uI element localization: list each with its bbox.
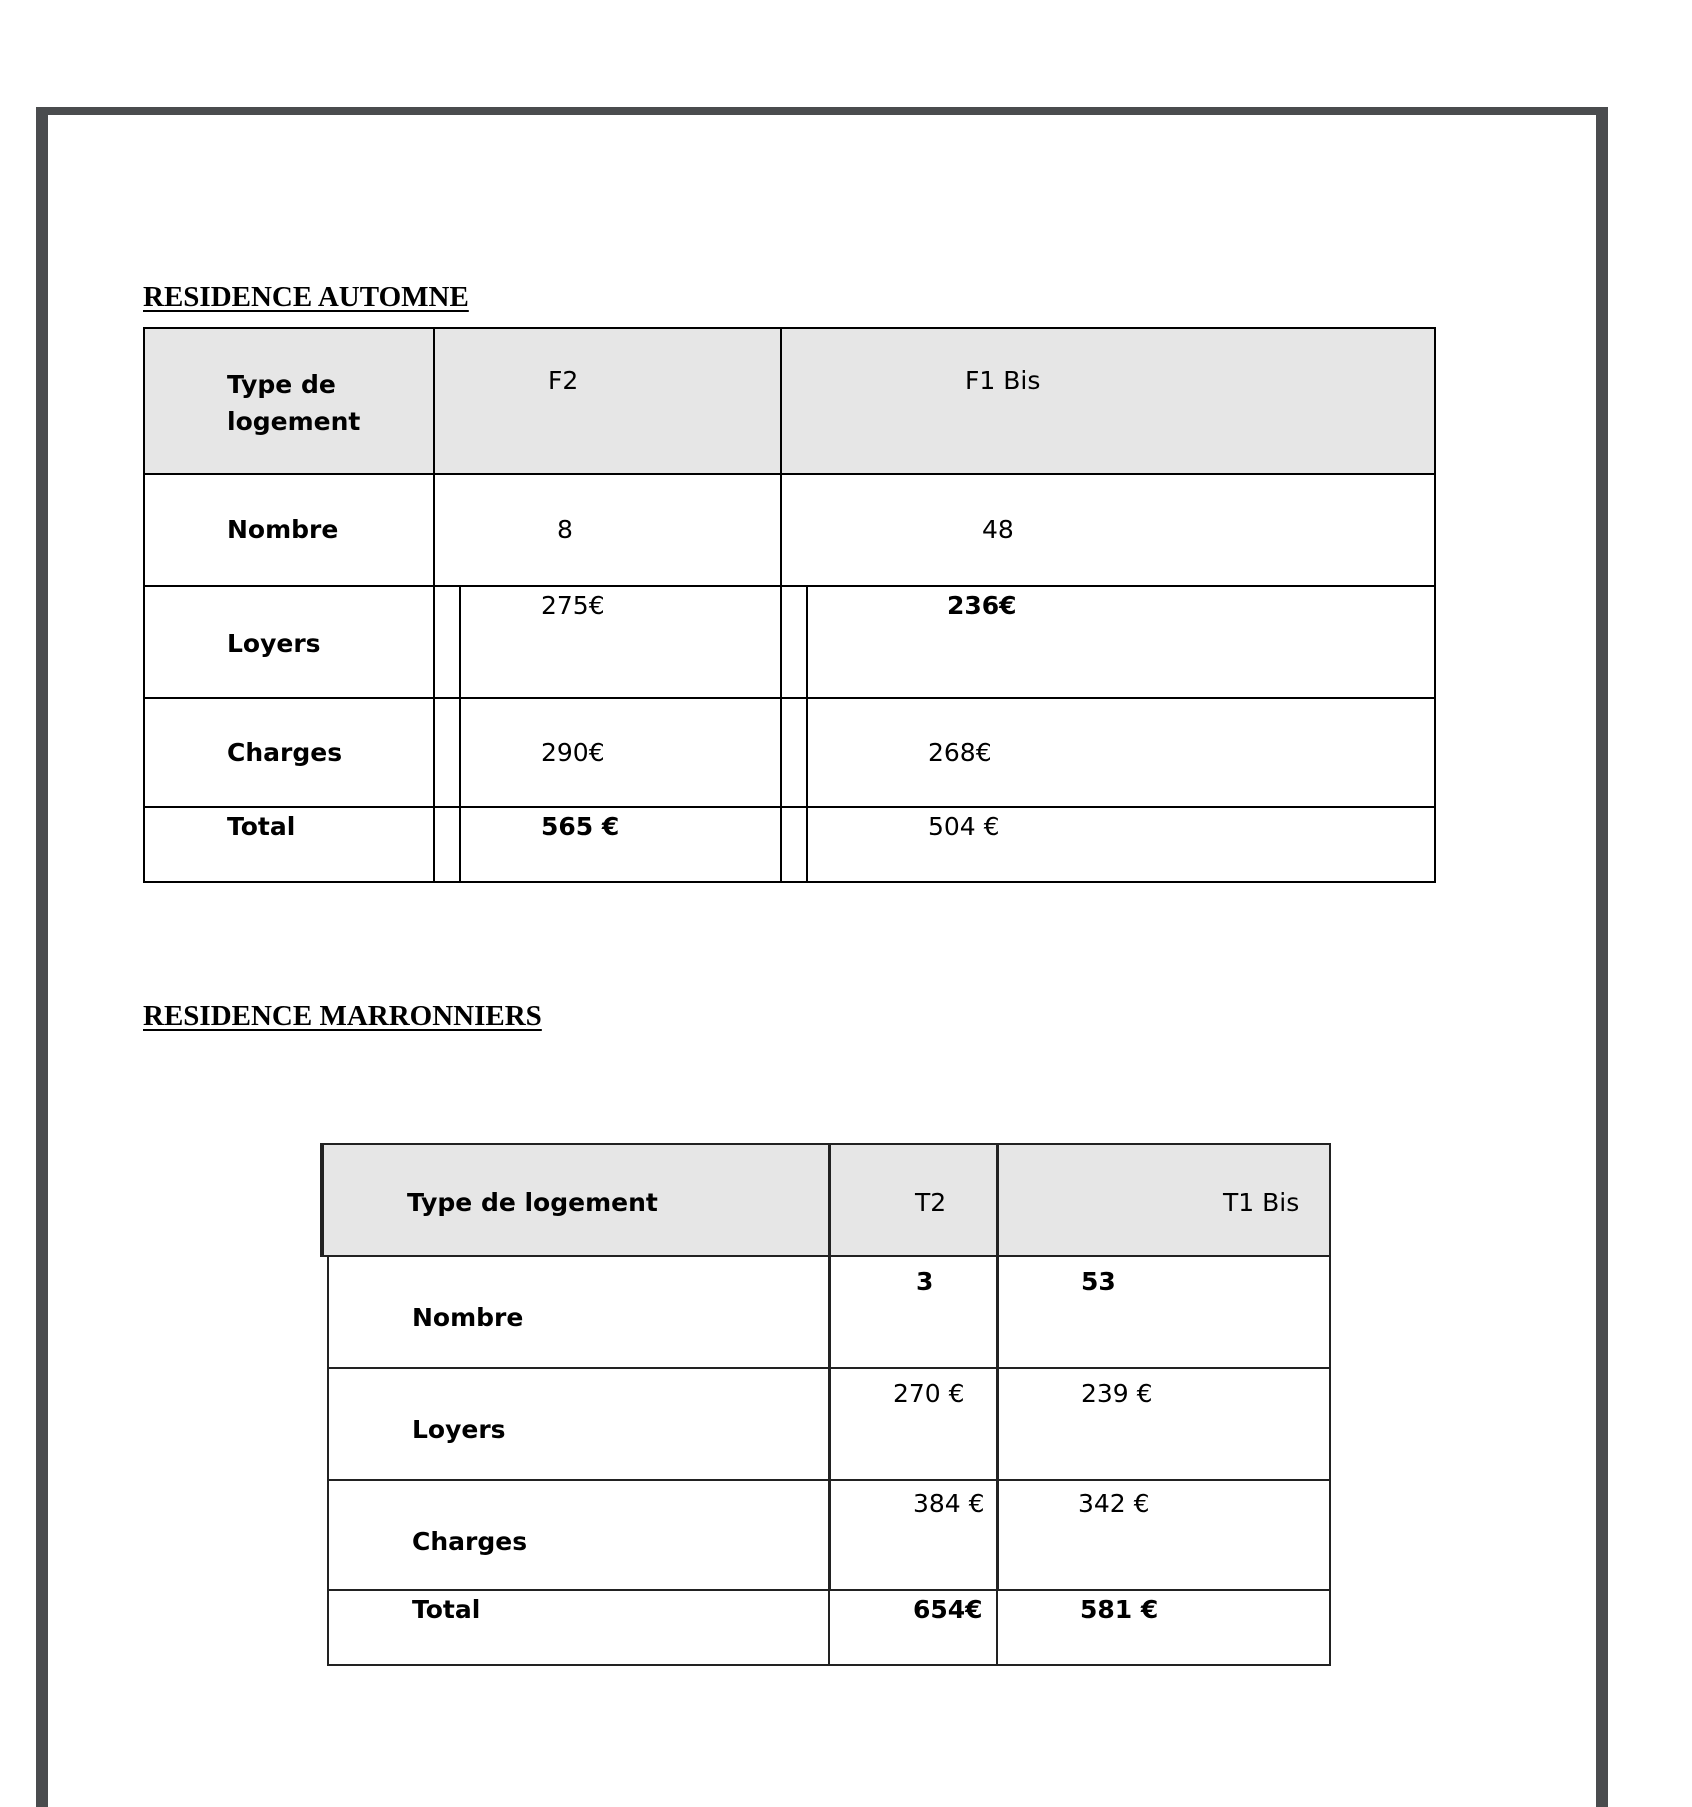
automne-loyers-f2-cell — [433, 585, 782, 699]
marronniers-loyers-t1bis: 239 € — [1081, 1379, 1153, 1408]
marronniers-nombre-t2: 3 — [916, 1267, 934, 1296]
marronniers-header-label: Type de logement — [407, 1188, 658, 1217]
automne-charges-f2-cell — [433, 697, 782, 808]
automne-charges-f1bis: 268€ — [928, 738, 992, 767]
marronniers-loyers-label-cell — [327, 1367, 830, 1481]
automne-header-label-cell — [143, 327, 435, 475]
automne-nombre-label: Nombre — [227, 515, 339, 544]
automne-total-f2-cell — [433, 806, 782, 883]
marronniers-nombre-t1bis: 53 — [1081, 1267, 1116, 1296]
marronniers-header-label-cell — [320, 1143, 830, 1257]
automne-nombre-f2-cell — [433, 473, 782, 587]
automne-loyers-f1bis-cell — [780, 585, 1436, 699]
marronniers-header-t1bis: T1 Bis — [1223, 1188, 1300, 1217]
residence-automne-title: RESIDENCE AUTOMNE — [143, 281, 469, 313]
marronniers-loyers-t2: 270 € — [893, 1379, 965, 1408]
automne-loyers-label-cell — [143, 585, 435, 699]
automne-double-rule-f1bis — [806, 585, 808, 883]
automne-total-label: Total — [227, 812, 296, 841]
automne-nombre-f1bis-cell — [780, 473, 1436, 587]
automne-charges-f1bis-cell — [780, 697, 1436, 808]
automne-header-f2: F2 — [548, 366, 579, 395]
marronniers-header-t2-cell — [828, 1143, 998, 1257]
marronniers-loyers-t2-cell — [828, 1367, 998, 1481]
automne-total-f1bis-cell — [780, 806, 1436, 883]
marronniers-charges-label: Charges — [412, 1527, 528, 1556]
marronniers-charges-t1bis-cell — [996, 1479, 1331, 1591]
automne-nombre-f1bis: 48 — [982, 515, 1014, 544]
automne-loyers-label: Loyers — [227, 629, 321, 658]
marronniers-loyers-label: Loyers — [412, 1415, 506, 1444]
marronniers-total-label: Total — [412, 1595, 481, 1624]
marronniers-charges-t2: 384 € — [913, 1489, 985, 1518]
marronniers-total-t1bis-cell — [996, 1589, 1331, 1666]
marronniers-total-t1bis: 581 € — [1080, 1595, 1159, 1624]
automne-double-rule-f2 — [459, 585, 461, 883]
automne-header-f1bis-cell — [780, 327, 1436, 475]
automne-charges-f2: 290€ — [541, 738, 605, 767]
marronniers-charges-t1bis: 342 € — [1078, 1489, 1150, 1518]
marronniers-total-t2-cell — [828, 1589, 998, 1666]
marronniers-loyers-t1bis-cell — [996, 1367, 1331, 1481]
automne-total-f2: 565 € — [541, 812, 620, 841]
automne-nombre-f2: 8 — [557, 515, 573, 544]
automne-charges-label: Charges — [227, 738, 343, 767]
automne-header-f2-cell — [433, 327, 782, 475]
automne-nombre-label-cell — [143, 473, 435, 587]
marronniers-total-label-cell — [327, 1589, 830, 1666]
automne-total-f1bis: 504 € — [928, 812, 1000, 841]
automne-total-label-cell — [143, 806, 435, 883]
marronniers-nombre-t2-cell — [828, 1255, 998, 1369]
marronniers-charges-t2-cell — [828, 1479, 998, 1591]
marronniers-nombre-label-cell — [327, 1255, 830, 1369]
automne-header-f1bis: F1 Bis — [965, 366, 1041, 395]
marronniers-nombre-label: Nombre — [412, 1303, 524, 1332]
marronniers-total-t2: 654€ — [913, 1595, 983, 1624]
automne-loyers-f1bis: 236€ — [947, 591, 1017, 620]
marronniers-header-t2: T2 — [915, 1188, 947, 1217]
marronniers-nombre-t1bis-cell — [996, 1255, 1331, 1369]
automne-header-label: Type de logement — [227, 370, 361, 436]
residence-marronniers-title: RESIDENCE MARRONNIERS — [143, 1000, 542, 1032]
automne-loyers-f2: 275€ — [541, 591, 605, 620]
marronniers-header-t1bis-cell — [996, 1143, 1331, 1257]
marronniers-charges-label-cell — [327, 1479, 830, 1591]
automne-charges-label-cell — [143, 697, 435, 808]
